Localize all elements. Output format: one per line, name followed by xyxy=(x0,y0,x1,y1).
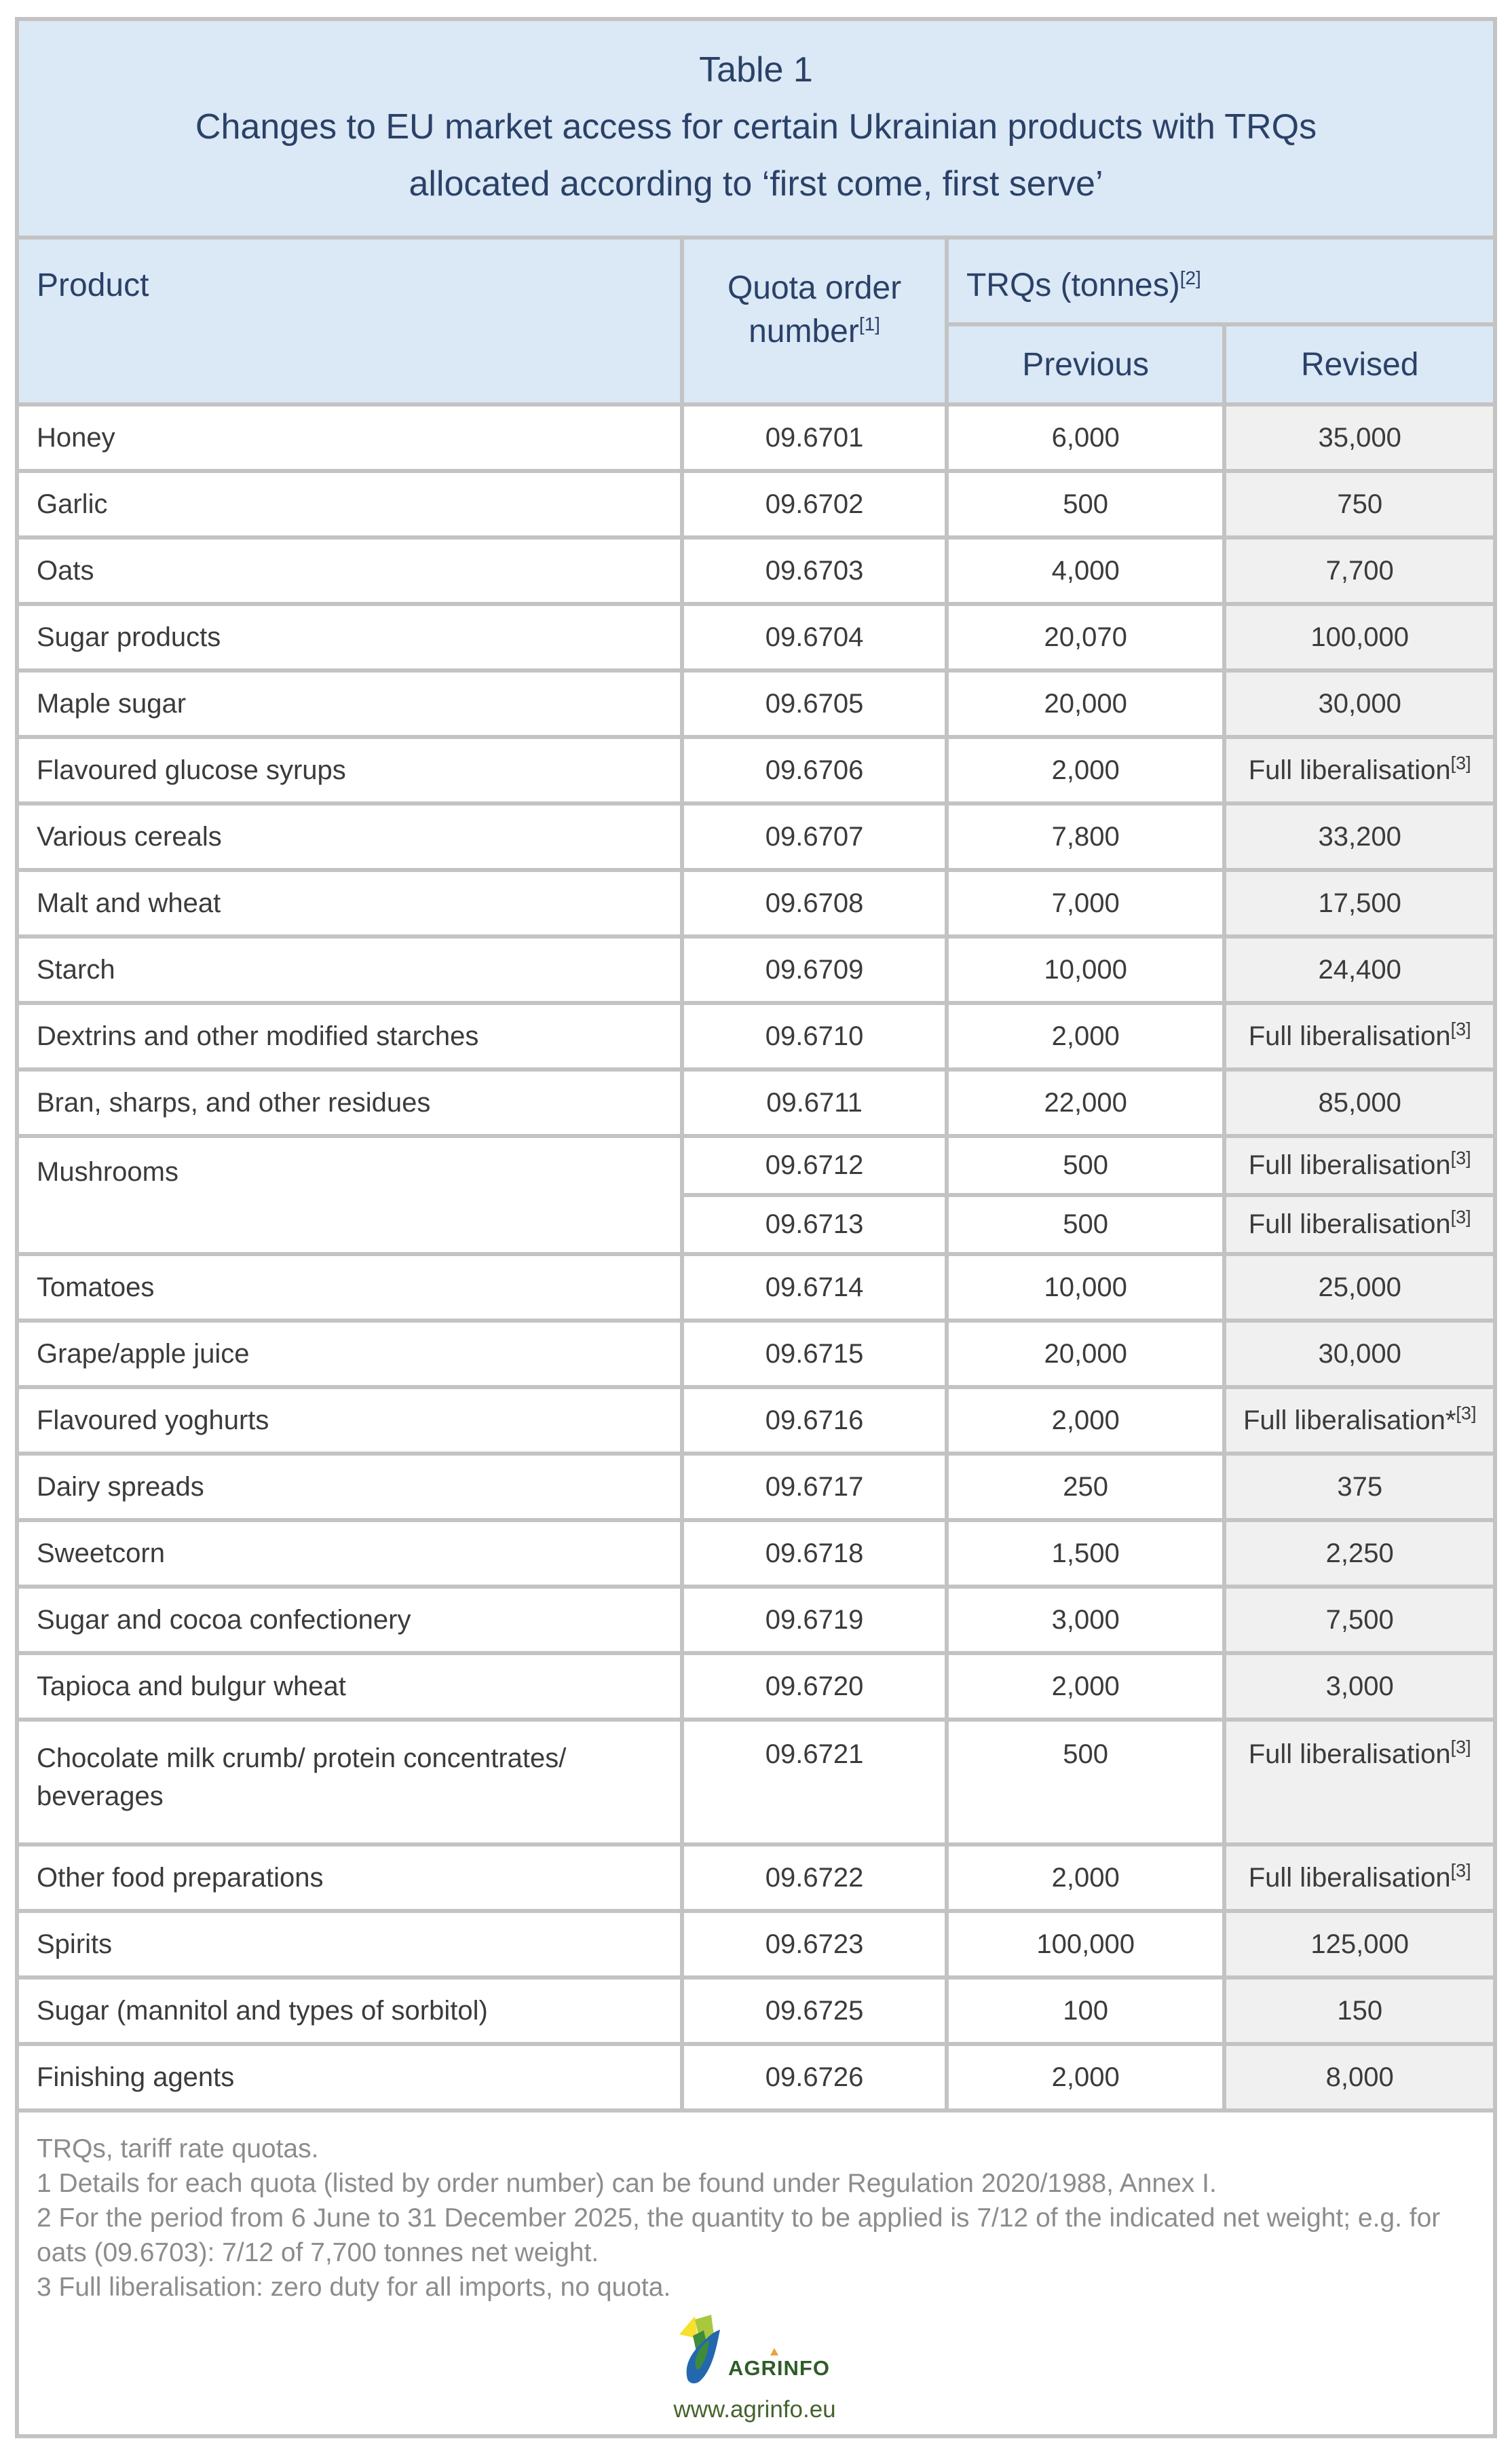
previous-trq-cell: 20,000 xyxy=(947,1321,1224,1387)
logo-i-dot xyxy=(770,2348,778,2355)
revised-trq-cell xyxy=(1224,737,1495,803)
revised-trq-cell xyxy=(1224,1254,1495,1321)
quota-order-number-cell: 09.6716 xyxy=(682,1387,947,1454)
product-cell: Sweetcorn xyxy=(17,1520,682,1587)
column-header-previous: Previous xyxy=(947,324,1224,404)
revised-value: 85,000 xyxy=(1318,1087,1401,1118)
column-header-revised: Revised xyxy=(1224,324,1495,404)
revised-value: 2,250 xyxy=(1325,1538,1394,1568)
previous-trq-cell: 10,000 xyxy=(947,1254,1224,1321)
revised-value: Full liberalisation xyxy=(1248,1021,1451,1051)
table-row xyxy=(17,1844,1495,1911)
product-cell: Tapioca and bulgur wheat xyxy=(17,1653,682,1720)
product-cell: Chocolate milk crumb/ protein concentrates/ beverages xyxy=(17,1720,682,1844)
quota-order-number-cell: 09.6702 xyxy=(682,471,947,537)
revised-value: 30,000 xyxy=(1318,1338,1401,1369)
revised-value: 33,200 xyxy=(1318,821,1401,852)
title-line-3: allocated according to ‘first come, first serve’ xyxy=(409,164,1103,204)
product-cell: Other food preparations xyxy=(17,1844,682,1911)
product-cell: Garlic xyxy=(17,471,682,537)
product-cell: Grape/apple juice xyxy=(17,1321,682,1387)
table-row xyxy=(17,870,1495,936)
revised-trq-cell xyxy=(1224,1069,1495,1136)
revised-trq-cell xyxy=(1224,1844,1495,1911)
quota-order-number-cell: 09.6704 xyxy=(682,604,947,670)
revised-trq-cell xyxy=(1224,870,1495,936)
agrinfo-logo-icon xyxy=(679,2314,721,2390)
table-row xyxy=(17,670,1495,737)
revised-trq-cell xyxy=(1224,670,1495,737)
revised-value: Full liberalisation xyxy=(1248,1150,1451,1180)
previous-trq-cell: 2,000 xyxy=(947,2044,1224,2110)
quota-order-number-cell: 09.6709 xyxy=(682,936,947,1003)
table-row xyxy=(17,604,1495,670)
quota-order-number-cell: 09.6701 xyxy=(682,404,947,471)
revised-value: 750 xyxy=(1337,489,1383,519)
column-header-trqs-tonnes: TRQs (tonnes)[2] xyxy=(947,238,1495,324)
revised-trq-cell xyxy=(1224,1911,1495,1977)
previous-trq-cell: 20,000 xyxy=(947,670,1224,737)
revised-value: Full liberalisation xyxy=(1248,1862,1451,1893)
product-cell: Starch xyxy=(17,936,682,1003)
revised-trq-cell xyxy=(1224,1720,1495,1844)
quota-order-number-cell: 09.6710 xyxy=(682,1003,947,1069)
revised-trq-cell xyxy=(1224,1587,1495,1653)
product-cell: Dairy spreads xyxy=(17,1454,682,1520)
table-row xyxy=(17,1977,1495,2044)
previous-trq-cell: 6,000 xyxy=(947,404,1224,471)
previous-trq-cell: 20,070 xyxy=(947,604,1224,670)
table-row xyxy=(17,1911,1495,1977)
agrinfo-logo-block xyxy=(37,2314,1473,2423)
table-row xyxy=(17,471,1495,537)
table-row xyxy=(17,537,1495,604)
revised-trq-cell xyxy=(1224,404,1495,471)
quota-order-number-cell: 09.6705 xyxy=(682,670,947,737)
product-cell: Sugar products xyxy=(17,604,682,670)
previous-trq-cell: 500 xyxy=(947,1720,1224,1844)
notes-cell xyxy=(17,2110,1495,2436)
note-2: 2 For the period from 6 June to 31 December 2025, the quantity to be applied is 7/12 of the indicated net weight; e.g. for oats (09.6703): 7/12 of 7,700 tonnes net weight. xyxy=(37,2203,1441,2267)
product-cell: Sugar and cocoa confectionery xyxy=(17,1587,682,1653)
quota-order-number-cell: 09.6725 xyxy=(682,1977,947,2044)
footnote-ref-3: [3] xyxy=(1450,753,1471,774)
product-cell: Finishing agents xyxy=(17,2044,682,2110)
agrinfo-logo-wordmark: AGRINFO xyxy=(728,2356,830,2381)
product-cell: Maple sugar xyxy=(17,670,682,737)
revised-trq-cell xyxy=(1224,537,1495,604)
revised-trq-cell xyxy=(1224,1321,1495,1387)
trq-table xyxy=(15,17,1497,2438)
product-cell: Oats xyxy=(17,537,682,604)
title-row xyxy=(17,19,1495,238)
quota-order-number-cell: 09.6712 xyxy=(682,1136,947,1195)
product-cell: Various cereals xyxy=(17,803,682,870)
column-header-quota-order-number: Quota order number[1] xyxy=(682,238,947,404)
previous-trq-cell: 500 xyxy=(947,1195,1224,1254)
revised-trq-cell xyxy=(1224,1653,1495,1720)
note-1: 1 Details for each quota (listed by order number) can be found under Regulation 2020/1988, Annex I. xyxy=(37,2169,1217,2198)
notes-row xyxy=(17,2110,1495,2436)
product-cell: Dextrins and other modified starches xyxy=(17,1003,682,1069)
agrinfo-url-link[interactable]: www.agrinfo.eu xyxy=(673,2396,836,2423)
quota-order-number-cell: 09.6719 xyxy=(682,1587,947,1653)
revised-trq-cell xyxy=(1224,1520,1495,1587)
quota-order-number-cell: 09.6708 xyxy=(682,870,947,936)
table-row xyxy=(17,1720,1495,1844)
quota-order-number-cell: 09.6715 xyxy=(682,1321,947,1387)
previous-trq-cell: 500 xyxy=(947,1136,1224,1195)
revised-value: Full liberalisation xyxy=(1248,755,1451,785)
revised-trq-cell xyxy=(1224,471,1495,537)
quota-order-number-cell: 09.6718 xyxy=(682,1520,947,1587)
revised-value: 8,000 xyxy=(1325,2062,1394,2092)
quota-order-number-cell: 09.6707 xyxy=(682,803,947,870)
previous-trq-cell: 4,000 xyxy=(947,537,1224,604)
revised-value: 17,500 xyxy=(1318,888,1401,918)
previous-trq-cell: 7,000 xyxy=(947,870,1224,936)
revised-trq-cell xyxy=(1224,1977,1495,2044)
revised-value: 100,000 xyxy=(1310,622,1409,652)
footnote-ref-1: [1] xyxy=(858,314,880,335)
quota-order-number-cell: 09.6720 xyxy=(682,1653,947,1720)
note-3: 3 Full liberalisation: zero duty for all imports, no quota. xyxy=(37,2273,671,2302)
product-cell: Bran, sharps, and other residues xyxy=(17,1069,682,1136)
revised-value: 24,400 xyxy=(1318,954,1401,985)
footnote-ref-3: [3] xyxy=(1450,1860,1471,1881)
quota-order-number-cell: 09.6713 xyxy=(682,1195,947,1254)
product-cell: Tomatoes xyxy=(17,1254,682,1321)
quota-order-number-cell: 09.6711 xyxy=(682,1069,947,1136)
title-line-1: Table 1 xyxy=(699,50,813,90)
revised-trq-cell xyxy=(1224,1003,1495,1069)
previous-trq-cell: 2,000 xyxy=(947,1844,1224,1911)
product-cell: Malt and wheat xyxy=(17,870,682,936)
revised-value: 375 xyxy=(1337,1471,1383,1502)
revised-trq-cell xyxy=(1224,1387,1495,1454)
table-row xyxy=(17,1003,1495,1069)
table-row xyxy=(17,1520,1495,1587)
previous-trq-cell: 250 xyxy=(947,1454,1224,1520)
table-row xyxy=(17,1254,1495,1321)
quota-order-number-cell: 09.6723 xyxy=(682,1911,947,1977)
table-row xyxy=(17,1653,1495,1720)
product-cell: Mushrooms xyxy=(17,1136,682,1254)
revised-value: 35,000 xyxy=(1318,422,1401,453)
product-cell: Spirits xyxy=(17,1911,682,1977)
revised-value: 150 xyxy=(1337,1995,1383,2026)
table-body xyxy=(17,404,1495,2110)
previous-trq-cell: 3,000 xyxy=(947,1587,1224,1653)
revised-trq-cell xyxy=(1224,936,1495,1003)
footnote-ref-3: [3] xyxy=(1456,1403,1477,1424)
previous-trq-cell: 2,000 xyxy=(947,1387,1224,1454)
quota-order-number-cell: 09.6717 xyxy=(682,1454,947,1520)
quota-order-number-cell: 09.6726 xyxy=(682,2044,947,2110)
quota-order-number-cell: 09.6703 xyxy=(682,537,947,604)
previous-trq-cell: 10,000 xyxy=(947,936,1224,1003)
footnote-ref-2: [2] xyxy=(1179,267,1201,288)
table-row xyxy=(17,1454,1495,1520)
product-cell: Honey xyxy=(17,404,682,471)
header-row-top xyxy=(17,238,1495,324)
previous-trq-cell: 100,000 xyxy=(947,1911,1224,1977)
revised-trq-cell xyxy=(1224,1454,1495,1520)
product-cell: Flavoured yoghurts xyxy=(17,1387,682,1454)
quota-order-number-cell: 09.6721 xyxy=(682,1720,947,1844)
revised-trq-cell xyxy=(1224,1195,1495,1254)
quota-order-number-cell: 09.6706 xyxy=(682,737,947,803)
revised-value: Full liberalisation* xyxy=(1243,1405,1456,1435)
table-row xyxy=(17,1136,1495,1195)
revised-value: 7,500 xyxy=(1325,1604,1394,1635)
revised-trq-cell xyxy=(1224,1136,1495,1195)
table-row xyxy=(17,737,1495,803)
product-cell: Sugar (mannitol and types of sorbitol) xyxy=(17,1977,682,2044)
revised-value: 7,700 xyxy=(1325,555,1394,586)
revised-trq-cell xyxy=(1224,803,1495,870)
footnote-ref-3: [3] xyxy=(1450,1019,1471,1040)
previous-trq-cell: 7,800 xyxy=(947,803,1224,870)
previous-trq-cell: 2,000 xyxy=(947,737,1224,803)
previous-trq-cell: 22,000 xyxy=(947,1069,1224,1136)
footnote-ref-3: [3] xyxy=(1450,1148,1471,1169)
quota-order-number-cell: 09.6722 xyxy=(682,1844,947,1911)
previous-trq-cell: 100 xyxy=(947,1977,1224,2044)
quota-order-number-cell: 09.6714 xyxy=(682,1254,947,1321)
previous-trq-cell: 2,000 xyxy=(947,1003,1224,1069)
footnote-ref-3: [3] xyxy=(1450,1737,1471,1758)
table-title xyxy=(17,19,1495,238)
revised-value: 125,000 xyxy=(1310,1929,1409,1959)
revised-value: Full liberalisation xyxy=(1248,1739,1451,1769)
table-row xyxy=(17,404,1495,471)
previous-trq-cell: 2,000 xyxy=(947,1653,1224,1720)
title-line-2: Changes to EU market access for certain Ukrainian products with TRQs xyxy=(195,107,1317,147)
revised-value: 30,000 xyxy=(1318,688,1401,719)
revised-value: 25,000 xyxy=(1318,1272,1401,1302)
revised-trq-cell xyxy=(1224,2044,1495,2110)
table-row xyxy=(17,1321,1495,1387)
note-trq-glossary: TRQs, tariff rate quotas. xyxy=(37,2134,319,2163)
table-row xyxy=(17,1387,1495,1454)
revised-value: 3,000 xyxy=(1325,1671,1394,1701)
previous-trq-cell: 500 xyxy=(947,471,1224,537)
previous-trq-cell: 1,500 xyxy=(947,1520,1224,1587)
product-cell: Flavoured glucose syrups xyxy=(17,737,682,803)
table-row xyxy=(17,1069,1495,1136)
table-row xyxy=(17,1587,1495,1653)
table-row xyxy=(17,2044,1495,2110)
footnote-ref-3: [3] xyxy=(1450,1207,1471,1228)
revised-value: Full liberalisation xyxy=(1248,1209,1451,1239)
table-row xyxy=(17,803,1495,870)
revised-trq-cell xyxy=(1224,604,1495,670)
table-row xyxy=(17,936,1495,1003)
column-header-product: Product xyxy=(17,238,682,404)
